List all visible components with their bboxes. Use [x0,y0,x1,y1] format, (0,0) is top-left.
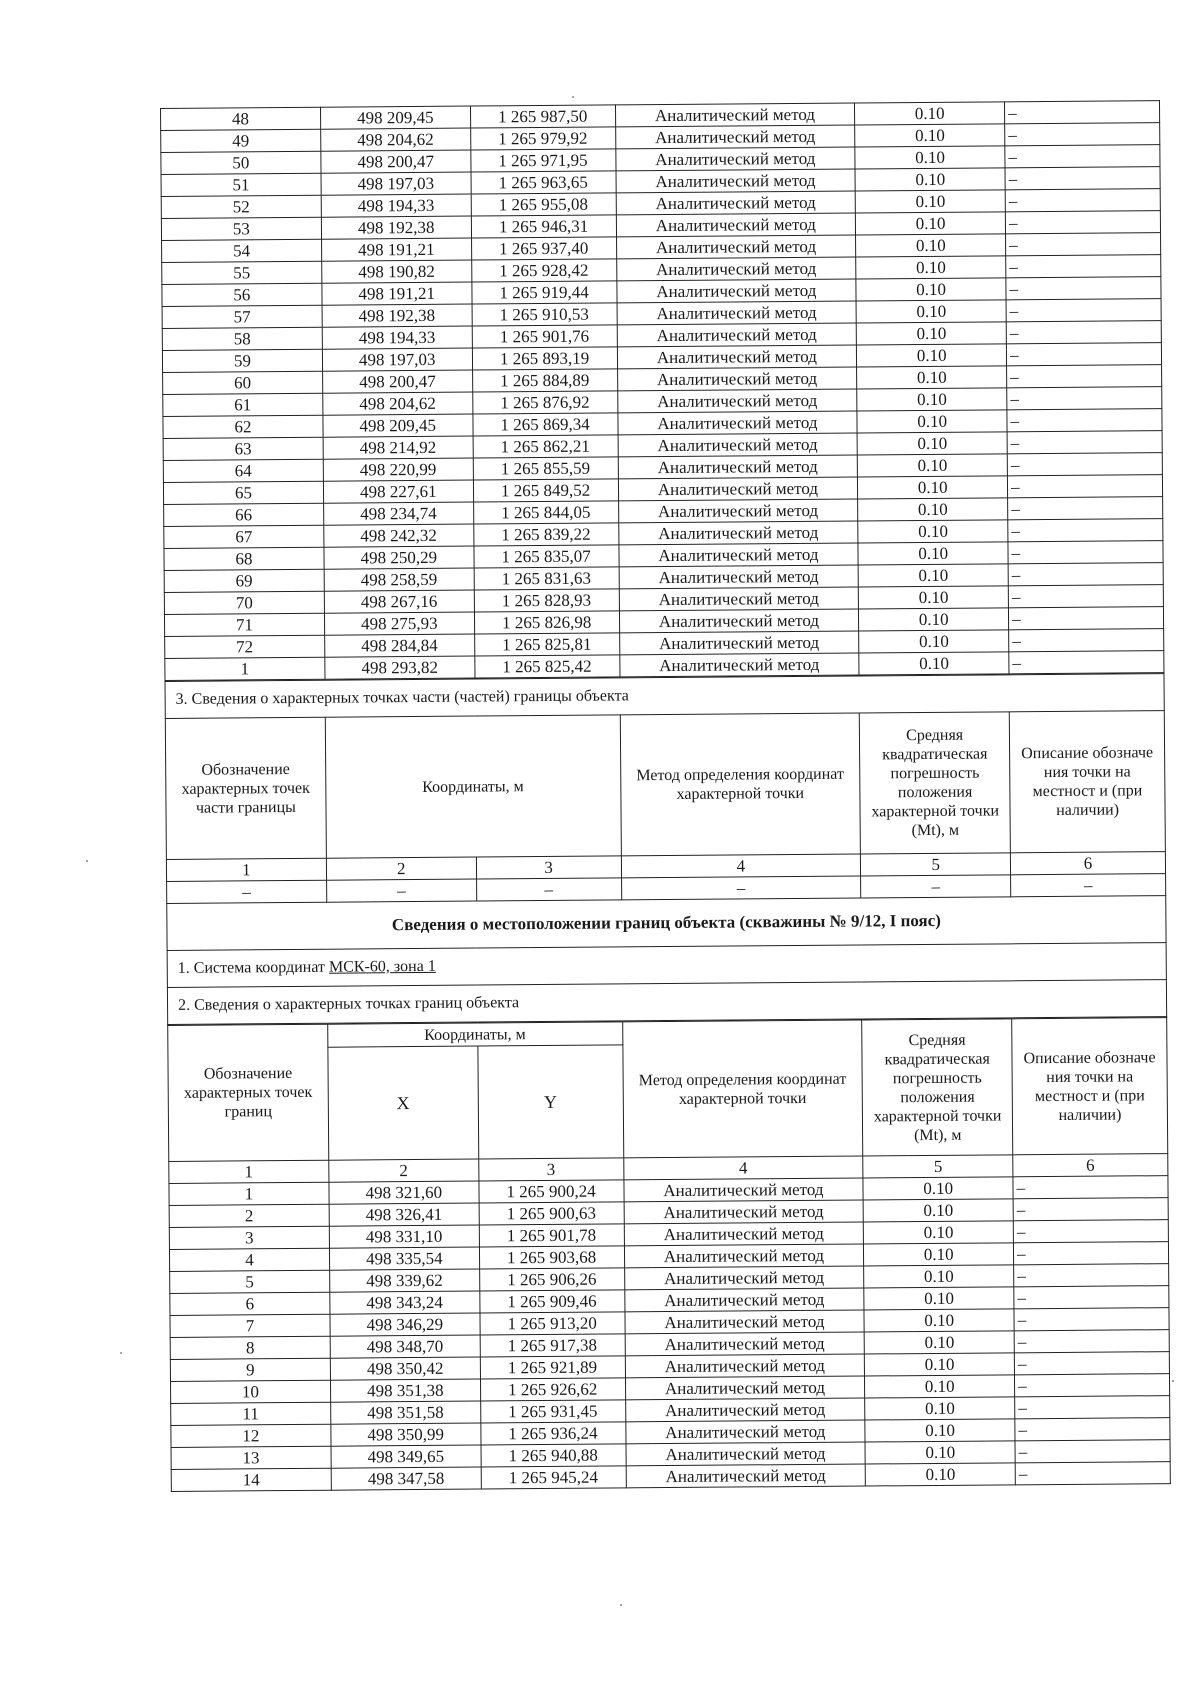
coord-y: 1 265 963,65 [471,171,616,194]
description: – [1008,519,1163,542]
coord-y: 1 265 839,22 [473,523,618,546]
coord-x: 498 200,47 [322,370,472,393]
col-num-2: 2 [326,857,476,880]
point-number: 2 [169,1204,329,1227]
error-value: 0.10 [858,454,1008,477]
coord-y: 1 265 849,52 [473,479,618,502]
description: – [1006,321,1161,344]
coordinate-system-prefix: 1. Система координат [177,958,330,977]
description: – [1014,1286,1169,1309]
error-value: 0.10 [858,476,1008,499]
boundary-points-table-2 [167,1017,1171,1492]
coord-y: 1 265 940,88 [481,1444,626,1467]
col-num-6: 6 [1013,1154,1168,1177]
point-number: 4 [169,1248,329,1271]
point-number: 61 [163,393,323,416]
empty-cell: – [167,880,327,903]
method: Аналитический метод [624,1222,864,1246]
description: – [1008,497,1163,520]
point-number: 59 [162,349,322,372]
description: – [1006,343,1161,366]
coord-y: 1 265 828,93 [474,589,619,612]
section2-header-x: X [328,1046,479,1160]
description: – [1013,1198,1168,1221]
point-number: 60 [163,371,323,394]
point-number: 70 [164,591,324,614]
coord-x: 498 197,03 [321,172,471,195]
method: Аналитический метод [616,191,856,215]
description: – [1005,167,1160,190]
description: – [1014,1330,1169,1353]
error-value: 0.10 [863,1199,1013,1222]
point-number: 63 [163,437,323,460]
method: Аналитический метод [624,1310,864,1334]
coord-y: 1 265 987,50 [470,105,615,128]
coord-y: 1 265 936,24 [481,1422,626,1445]
coord-x: 498 209,45 [320,106,470,129]
description: – [1006,255,1161,278]
error-value: 0.10 [858,520,1008,543]
empty-cell: – [476,878,621,901]
point-number: 7 [170,1314,330,1337]
error-value: 0.10 [859,630,1009,653]
description: – [1015,1396,1170,1419]
scan-speck [572,96,574,98]
description: – [1006,299,1161,322]
description: – [1008,585,1163,608]
error-value: 0.10 [855,146,1005,169]
coord-x: 498 258,59 [324,568,474,591]
error-value: 0.10 [864,1243,1014,1266]
coordinate-system-value: МСК-60, зона 1 [328,957,436,976]
scan-speck [620,1604,622,1606]
coord-x: 498 191,21 [321,238,471,261]
method: Аналитический метод [626,1464,866,1488]
description: – [1006,277,1161,300]
coord-y: 1 265 855,59 [473,457,618,480]
description: – [1015,1440,1170,1463]
empty-cell: – [326,879,476,902]
col-num-3: 3 [478,1158,623,1181]
point-number: 62 [163,415,323,438]
section3-header-designation: Обозначение характерных точек части границы [165,717,326,859]
coord-x: 498 331,10 [329,1225,479,1248]
method: Аналитический метод [625,1332,865,1356]
coord-x: 498 192,38 [321,216,471,239]
description: – [1014,1242,1169,1265]
description: – [1005,211,1160,234]
error-value: 0.10 [855,102,1005,125]
description: – [1007,409,1162,432]
description: – [1008,541,1163,564]
coord-y: 1 265 831,63 [474,567,619,590]
coord-x: 498 350,42 [330,1357,480,1380]
description: – [1006,233,1161,256]
point-number: 11 [171,1402,331,1425]
col-num-5: 5 [861,853,1011,876]
error-value: 0.10 [858,498,1008,521]
method: Аналитический метод [625,1420,865,1444]
method: Аналитический метод [626,1442,866,1466]
coord-x: 498 190,82 [322,260,472,283]
error-value: 0.10 [864,1331,1014,1354]
error-value: 0.10 [864,1221,1014,1244]
error-value: 0.10 [865,1419,1015,1442]
method: Аналитический метод [618,477,858,501]
coord-x: 498 348,70 [330,1335,480,1358]
section2-header-designation: Обозначение характерных точек границ [168,1024,329,1161]
coord-x: 498 326,41 [329,1203,479,1226]
col-num-3: 3 [476,856,621,879]
coord-x: 498 192,38 [322,304,472,327]
error-value: 0.10 [855,190,1005,213]
description: – [1008,563,1163,586]
error-value: 0.10 [857,432,1007,455]
error-value: 0.10 [856,300,1006,323]
section2-header-coords: Координаты, м [328,1022,623,1047]
coord-x: 498 200,47 [321,150,471,173]
point-number: 3 [169,1226,329,1249]
coord-x: 498 321,60 [329,1181,479,1204]
method: Аналитический метод [616,235,856,259]
point-number: 10 [171,1380,331,1403]
col-num-4: 4 [623,1156,863,1180]
coord-y: 1 265 928,42 [471,259,616,282]
method: Аналитический метод [619,653,859,677]
method: Аналитический метод [619,631,859,655]
coord-y: 1 265 825,42 [474,655,619,678]
coord-x: 498 204,62 [320,128,470,151]
error-value: 0.10 [865,1397,1015,1420]
coord-x: 498 350,99 [331,1423,481,1446]
method: Аналитический метод [616,169,856,193]
table2-body [169,1176,1170,1492]
coord-y: 1 265 862,21 [473,435,618,458]
document-body [160,100,1171,1492]
coord-y: 1 265 835,07 [474,545,619,568]
coord-y: 1 265 893,19 [472,347,617,370]
coord-x: 498 204,62 [323,392,473,415]
coord-x: 498 227,61 [323,480,473,503]
coord-y: 1 265 825,81 [474,633,619,656]
coord-y: 1 265 909,46 [479,1290,624,1313]
coord-x: 498 267,16 [324,590,474,613]
coord-x: 498 197,03 [322,348,472,371]
coord-x: 498 351,58 [330,1401,480,1424]
coord-y: 1 265 946,31 [471,215,616,238]
point-number: 9 [170,1358,330,1381]
coord-y: 1 265 921,89 [480,1356,625,1379]
col-num-5: 5 [863,1155,1013,1178]
coord-y: 1 265 971,95 [471,149,616,172]
method: Аналитический метод [615,103,855,127]
coord-y: 1 265 937,40 [471,237,616,260]
coord-y: 1 265 955,08 [471,193,616,216]
empty-cell: – [861,875,1011,898]
method: Аналитический метод [615,147,855,171]
scan-speck [1172,1380,1174,1382]
point-number: 53 [161,217,321,240]
section2-header-desc: Описание обозначе ния точки на местност и (при наличии) [1012,1018,1168,1155]
coord-x: 498 346,29 [330,1313,480,1336]
error-value: 0.10 [857,344,1007,367]
error-value: 0.10 [859,608,1009,631]
coord-y: 1 265 979,92 [470,127,615,150]
point-number: 54 [162,239,322,262]
section3-header-error: Средняя квадратическая погрешность положения характерной точки (Mt), м [860,712,1011,854]
method: Аналитический метод [625,1398,865,1422]
method: Аналитический метод [624,1244,864,1268]
coord-x: 498 209,45 [323,414,473,437]
point-number: 55 [162,261,322,284]
coord-y: 1 265 826,98 [474,611,619,634]
method: Аналитический метод [617,301,857,325]
coord-x: 498 347,58 [331,1467,481,1490]
coord-x: 498 220,99 [323,458,473,481]
method: Аналитический метод [625,1376,865,1400]
description: – [1015,1418,1170,1441]
coord-x: 498 191,21 [322,282,472,305]
col-num-6: 6 [1010,852,1165,875]
method: Аналитический метод [619,565,859,589]
error-value: 0.10 [856,322,1006,345]
coord-y: 1 265 901,78 [479,1224,624,1247]
method: Аналитический метод [624,1288,864,1312]
description: – [1007,431,1162,454]
error-value: 0.10 [865,1463,1015,1486]
section2-header-y: Y [478,1045,624,1159]
error-value: 0.10 [857,388,1007,411]
coord-x: 498 250,29 [324,546,474,569]
coord-x: 498 343,24 [330,1291,480,1314]
coord-y: 1 265 926,62 [480,1378,625,1401]
section3-header-coords: Координаты, м [325,715,621,858]
point-number: 48 [161,107,321,130]
description: – [1014,1308,1169,1331]
method: Аналитический метод [619,587,859,611]
coord-x: 498 339,62 [329,1269,479,1292]
coord-x: 498 293,82 [325,656,475,679]
point-number: 52 [161,195,321,218]
method: Аналитический метод [624,1200,864,1224]
method: Аналитический метод [616,213,856,237]
col-num-2: 2 [329,1159,479,1182]
coord-y: 1 265 844,05 [473,501,618,524]
method: Аналитический метод [619,609,859,633]
method: Аналитический метод [615,125,855,149]
coord-x: 498 284,84 [324,634,474,657]
section2-header-method: Метод определения координат характерной точки [622,1020,863,1158]
col-num-1: 1 [166,858,326,881]
section3-title: 3. Сведения о характерных точках части (частей) границы объекта [165,674,1164,719]
point-number: 72 [165,635,325,658]
point-number: 64 [163,459,323,482]
part-boundary-section [165,673,1168,1025]
description: – [1008,475,1163,498]
point-number: 65 [163,481,323,504]
point-number: 66 [164,503,324,526]
method: Аналитический метод [623,1178,863,1202]
table1-body [161,101,1164,681]
section3-header-desc: Описание обозначе ния точки на местност и (при наличии) [1009,711,1165,853]
coord-y: 1 265 906,26 [479,1268,624,1291]
error-value: 0.10 [856,234,1006,257]
method: Аналитический метод [617,323,857,347]
description: – [1014,1352,1169,1375]
coord-y: 1 265 901,76 [472,325,617,348]
method: Аналитический метод [617,367,857,391]
empty-cell: – [1011,874,1166,897]
point-number: 1 [165,657,325,680]
col-num-4: 4 [621,854,861,878]
description: – [1005,145,1160,168]
coord-y: 1 265 900,63 [479,1202,624,1225]
coord-x: 498 194,33 [322,326,472,349]
coord-x: 498 335,54 [329,1247,479,1270]
coord-x: 498 234,74 [323,502,473,525]
object-title: Сведения о местоположении границ объекта (скважины № 9/12, I пояс) [167,896,1166,951]
error-value: 0.10 [864,1287,1014,1310]
coord-x: 498 242,32 [324,524,474,547]
point-number: 13 [171,1446,331,1469]
coord-y: 1 265 876,92 [472,391,617,414]
point-number: 6 [170,1292,330,1315]
point-number: 8 [170,1336,330,1359]
point-number: 14 [171,1468,331,1491]
error-value: 0.10 [859,586,1009,609]
section2-title: 2. Сведения о характерных точках границ объекта [167,980,1166,1025]
section2-header-error: Средняя квадратическая погрешность положения характерной точки (Mt), м [862,1019,1013,1156]
error-value: 0.10 [856,212,1006,235]
error-value: 0.10 [857,366,1007,389]
error-value: 0.10 [858,542,1008,565]
method: Аналитический метод [616,257,856,281]
description: – [1005,189,1160,212]
error-value: 0.10 [856,278,1006,301]
coord-y: 1 265 903,68 [479,1246,624,1269]
error-value: 0.10 [855,168,1005,191]
error-value: 0.10 [857,410,1007,433]
point-number: 67 [164,525,324,548]
description: – [1007,453,1162,476]
point-number: 51 [161,173,321,196]
coord-y: 1 265 919,44 [472,281,617,304]
coord-x: 498 275,93 [324,612,474,635]
method: Аналитический метод [617,389,857,413]
description: – [1015,1462,1170,1485]
boundary-points-table-continued [160,100,1164,681]
description: – [1009,629,1164,652]
method: Аналитический метод [624,1266,864,1290]
coord-x: 498 194,33 [321,194,471,217]
point-number: 50 [161,151,321,174]
point-number: 1 [169,1182,329,1205]
coord-y: 1 265 931,45 [480,1400,625,1423]
description: – [1007,387,1162,410]
method: Аналитический метод [618,499,858,523]
method: Аналитический метод [618,455,858,479]
error-value: 0.10 [864,1265,1014,1288]
description: – [1015,1374,1170,1397]
point-number: 49 [161,129,321,152]
coord-x: 498 349,65 [331,1445,481,1468]
method: Аналитический метод [617,411,857,435]
coord-y: 1 265 917,38 [480,1334,625,1357]
error-value: 0.10 [863,1177,1013,1200]
error-value: 0.10 [858,564,1008,587]
point-number: 58 [162,327,322,350]
method: Аналитический метод [616,279,856,303]
description: – [1009,651,1164,674]
method: Аналитический метод [618,543,858,567]
coord-y: 1 265 900,24 [479,1180,624,1203]
description: – [1013,1220,1168,1243]
point-number: 57 [162,305,322,328]
coord-x: 498 351,38 [330,1379,480,1402]
point-number: 71 [164,613,324,636]
error-value: 0.10 [856,256,1006,279]
scan-speck [120,1352,122,1354]
error-value: 0.10 [865,1375,1015,1398]
error-value: 0.10 [865,1353,1015,1376]
method: Аналитический метод [625,1354,865,1378]
error-value: 0.10 [859,652,1009,675]
coord-y: 1 265 913,20 [480,1312,625,1335]
col-num-1: 1 [169,1160,329,1183]
error-value: 0.10 [855,124,1005,147]
coord-y: 1 265 945,24 [481,1466,626,1489]
error-value: 0.10 [864,1309,1014,1332]
point-number: 56 [162,283,322,306]
point-number: 12 [171,1424,331,1447]
coord-y: 1 265 869,34 [473,413,618,436]
method: Аналитический метод [618,433,858,457]
coord-x: 498 214,92 [323,436,473,459]
point-number: 68 [164,547,324,570]
description: – [1009,607,1164,630]
empty-cell: – [621,876,861,900]
method: Аналитический метод [617,345,857,369]
error-value: 0.10 [865,1441,1015,1464]
description: – [1013,1176,1168,1199]
section3-header-method: Метод определения координат характерной точки [620,713,861,856]
coord-y: 1 265 910,53 [472,303,617,326]
scan-speck [86,860,88,862]
description: – [1005,123,1160,146]
description: – [1007,365,1162,388]
description: – [1005,101,1160,124]
point-number: 5 [170,1270,330,1293]
method: Аналитический метод [618,521,858,545]
point-number: 69 [164,569,324,592]
coord-y: 1 265 884,89 [472,369,617,392]
description: – [1014,1264,1169,1287]
